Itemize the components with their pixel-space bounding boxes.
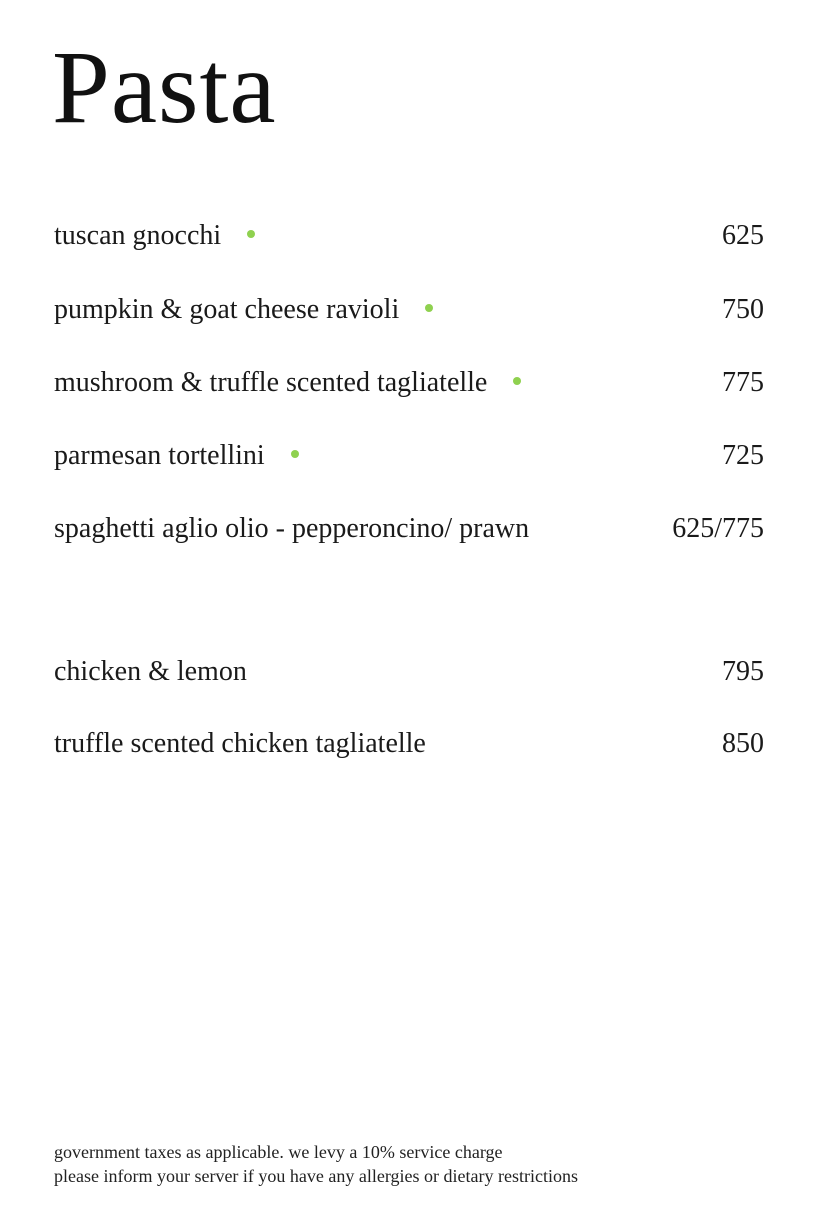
menu-item-name — [54, 216, 255, 256]
menu-item-name: truffle scented chicken tagliatelle — [54, 728, 426, 759]
page-title: Pasta — [52, 30, 277, 145]
vegetarian-dot-icon — [291, 450, 299, 458]
footer-notes — [54, 1140, 578, 1188]
menu-item-name — [54, 363, 521, 403]
vegetarian-dot-icon — [425, 304, 433, 312]
footer-tax-note: government taxes as applicable. we levy a 10% service charge — [54, 1142, 503, 1162]
vegetarian-dot-icon — [513, 377, 521, 385]
menu-item-pumpkin-ravioli — [54, 290, 764, 330]
menu-item-name-text: tuscan gnocchi — [54, 220, 222, 251]
menu-item-name — [54, 436, 299, 476]
menu-item-name-text: pumpkin & goat cheese ravioli — [54, 294, 400, 325]
menu-item-name: chicken & lemon — [54, 656, 247, 687]
menu-item-name-text: mushroom & truffle scented tagliatelle — [54, 367, 488, 398]
menu-item-spaghetti-aglio-olio — [54, 509, 764, 549]
footer-allergy-note: please inform your server if you have any allergies or dietary restrictions — [54, 1166, 578, 1186]
menu-item-price: 750 — [722, 294, 764, 325]
menu-item-name: spaghetti aglio olio - pepperoncino/ prawn — [54, 513, 530, 544]
menu-item-price: 850 — [722, 728, 764, 759]
menu-item-price: 795 — [722, 656, 764, 687]
menu-item-price: 625/775 — [672, 513, 764, 544]
menu-item-truffle-chicken-tagliatelle — [54, 724, 764, 764]
vegetarian-dot-icon — [247, 230, 255, 238]
menu-item-chicken-lemon — [54, 652, 764, 692]
menu-item-price: 625 — [722, 220, 764, 251]
menu-item-tuscan-gnocchi — [54, 216, 764, 256]
menu-item-mushroom-tagliatelle — [54, 363, 764, 403]
menu-item-price: 725 — [722, 440, 764, 471]
menu-item-name — [54, 290, 433, 330]
menu-item-name-text: parmesan tortellini — [54, 440, 265, 471]
menu-item-price: 775 — [722, 367, 764, 398]
menu-item-parmesan-tortellini — [54, 436, 764, 476]
